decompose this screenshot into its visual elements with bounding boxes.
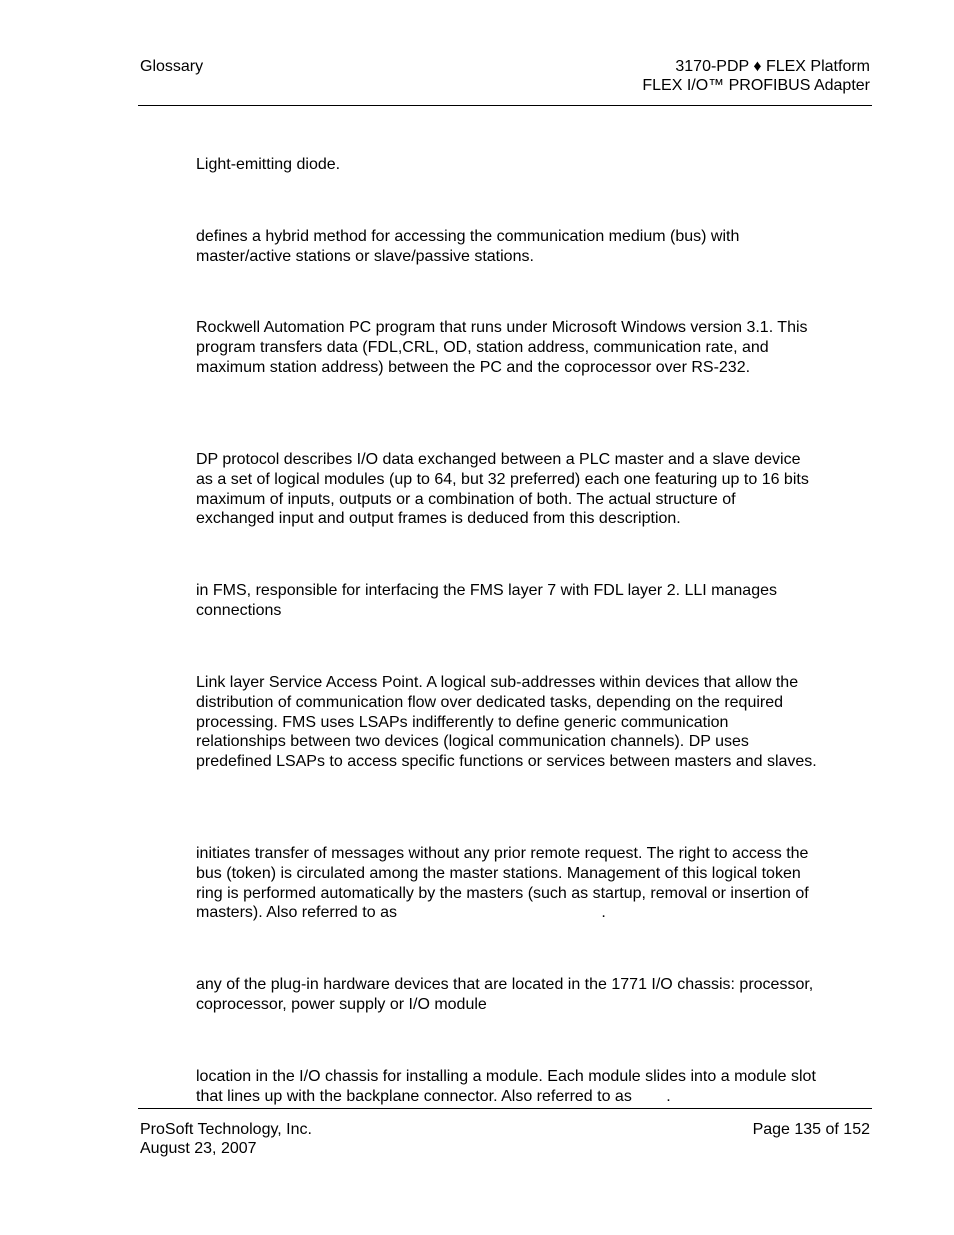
glossary-definition-module-slot xyxy=(196,1067,818,1107)
glossary-definition-master xyxy=(196,844,818,923)
footer-company: ProSoft Technology, Inc. xyxy=(140,1121,312,1138)
glossary-definition-dp-modules: DP protocol describes I/O data exchanged between a PLC master and a slave device as a set of logical modules (up to 64, but 32 preferred) each one featuring up to 16 bits maximum of inputs, outputs or a combination of both. The actual structure of exchanged input and output frames is deduced from this description. xyxy=(196,451,809,528)
header-divider xyxy=(138,105,872,106)
header-product-line-2: FLEX I/O™ PROFIBUS Adapter xyxy=(642,77,870,94)
glossary-definition-lli: in FMS, responsible for interfacing the FMS layer 7 with FDL layer 2. LLI manages connections xyxy=(196,582,777,619)
footer-divider xyxy=(138,1108,872,1109)
footer-company-info xyxy=(140,1120,312,1158)
footer-page-number: Page 135 of 152 xyxy=(752,1121,870,1138)
glossary-definition-led: Light-emitting diode. xyxy=(196,156,341,173)
glossary-definition-pc-program: Rockwell Automation PC program that runs under Microsoft Windows version 3.1. This program transfers data (FDL,CRL, OD, station address, communication rate, and maximum station address) between the PC and the coprocessor over RS-232. xyxy=(196,319,808,376)
glossary-definition-module-slot-end: . xyxy=(666,1087,671,1105)
glossary-definition-master-text: initiates transfer of messages without any prior remote request. The right to access the bus (token) is circulated among the master stations. Management of this logical token ring is performed automatically by the masters (such as startup, removal or insertion of masters). Also referred to as xyxy=(196,845,809,922)
glossary-definition-module-slot-text: location in the I/O chassis for installing a module. Each module slides into a module slot that lines up with the backplane connector. Also referred to as xyxy=(196,1068,816,1105)
header-product-line-1: 3170-PDP ♦ FLEX Platform xyxy=(675,58,870,75)
header-section-title: Glossary xyxy=(140,58,204,75)
glossary-definition-hybrid-access: defines a hybrid method for accessing the communication medium (bus) with master/active stations or slave/passive stations. xyxy=(196,228,740,265)
glossary-definition-module: any of the plug-in hardware devices that are located in the 1771 I/O chassis: processor, coprocessor, power supply or I/O module xyxy=(196,976,814,1013)
footer-date: August 23, 2007 xyxy=(140,1140,257,1157)
glossary-definition-lsap: Link layer Service Access Point. A logical sub-addresses within devices that allow the distribution of communication flow over dedicated tasks, depending on the required processing. FMS uses LSAPs indifferently to define generic communication relationships between two devices (logical communication channels). DP uses predefined LSAPs to access specific functions or services between masters and slaves. xyxy=(196,674,817,771)
header-product-info xyxy=(642,57,870,95)
glossary-definition-master-end: . xyxy=(601,904,606,922)
